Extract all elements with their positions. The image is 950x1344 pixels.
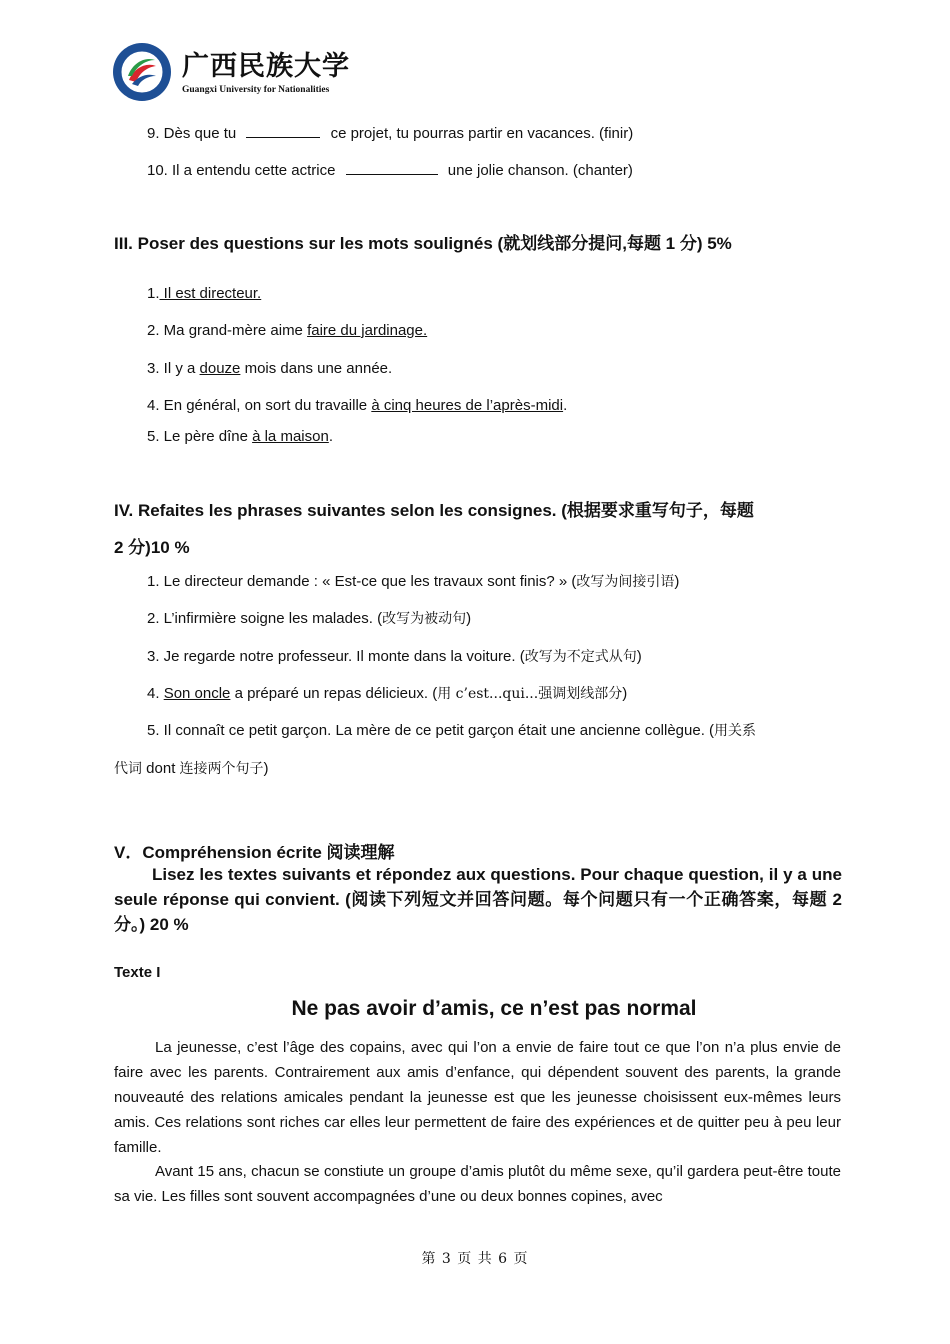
part4-item-5-cont: 代词 dont 连接两个句子) <box>114 760 269 777</box>
question-10: 10. Il a entendu cette actrice une jolie chanson. (chanter) <box>147 162 633 179</box>
part4-item-2: 2. L’infirmière soigne les malades. (改写为被动句) <box>147 610 472 627</box>
section-4-heading-cont: 2 分)10 % <box>114 538 190 557</box>
part3-item-5: 5. Le père dîne à la maison. <box>147 428 333 445</box>
part4-item-1: 1. Le directeur demande : « Est-ce que les travaux sont finis? » (改写为间接引语) <box>147 573 680 590</box>
part3-item-4: 4. En général, on sort du travaille à cinq heures de l’après-midi. <box>147 397 568 414</box>
university-name-cn: 广西民族大学 <box>182 51 350 82</box>
part3-item-1: 1. Il est directeur. <box>147 285 262 302</box>
section-4-heading: IV. Refaites les phrases suivantes selon les consignes. (根据要求重写句子，每题 <box>114 501 754 520</box>
page-number: 第 3 页 共 6 页 <box>421 1251 529 1267</box>
text-label: Texte I <box>114 964 161 981</box>
university-header <box>112 42 372 102</box>
article-title: Ne pas avoir d’amis, ce n’est pas normal <box>291 997 697 1020</box>
article-paragraph-2: Avant 15 ans, chacun se constiute un groupe d’amis plutôt du même sexe, qu’il gardera peut-être toute sa vie. Les filles sont souvent accompagnées d’une ou deux bonnes copines, avec <box>114 1163 841 1205</box>
section-5-instructions: Lisez les textes suivants et répondez aux questions. Pour chaque question, il y a une seule réponse qui convient. (阅读下列短文并回答问题。每个问题只有一个正确答案，每题 2 分。) 20 % <box>114 865 842 934</box>
answer-blank <box>246 123 320 138</box>
part3-item-3: 3. Il y a douze mois dans une année. <box>147 360 393 377</box>
question-9: 9. Dès que tu ce projet, tu pourras partir en vacances. (finir) <box>147 125 634 142</box>
part4-item-4: 4. Son oncle a préparé un repas délicieux. (用 c’est...qui...强调划线部分) <box>147 685 628 702</box>
section-5-heading: V．Compréhension écrite 阅读理解 <box>114 843 395 862</box>
section-3-heading: III. Poser des questions sur les mots soulignés (就划线部分提问,每题 1 分) 5% <box>114 234 732 253</box>
university-name-en: Guangxi University for Nationalities <box>182 85 330 95</box>
part4-item-3: 3. Je regarde notre professeur. Il monte dans la voiture. (改写为不定式从句) <box>147 648 642 665</box>
article-paragraph-1: La jeunesse, c’est l’âge des copains, avec qui l’on a envie de faire tout ce que l’on n’a plus envie de faire avec les parents. Contrairement aux amis d’enfance, qui dépendent souvent des parents, la grande nouveauté des relations amicales pendant la jeunesse est que les jeunesse choisissent eux-mêmes leurs amis. Ces relations sont riches car elles leur permettent de faire des expériences et de quitter peu à peu leur famille. <box>114 1039 841 1156</box>
university-seal-icon <box>112 42 172 102</box>
part3-item-2: 2. Ma grand-mère aime faire du jardinage. <box>147 322 428 339</box>
answer-blank <box>346 160 438 175</box>
part4-item-5: 5. Il connaît ce petit garçon. La mère de ce petit garçon était une ancienne collègue. (用关系 <box>147 722 757 739</box>
